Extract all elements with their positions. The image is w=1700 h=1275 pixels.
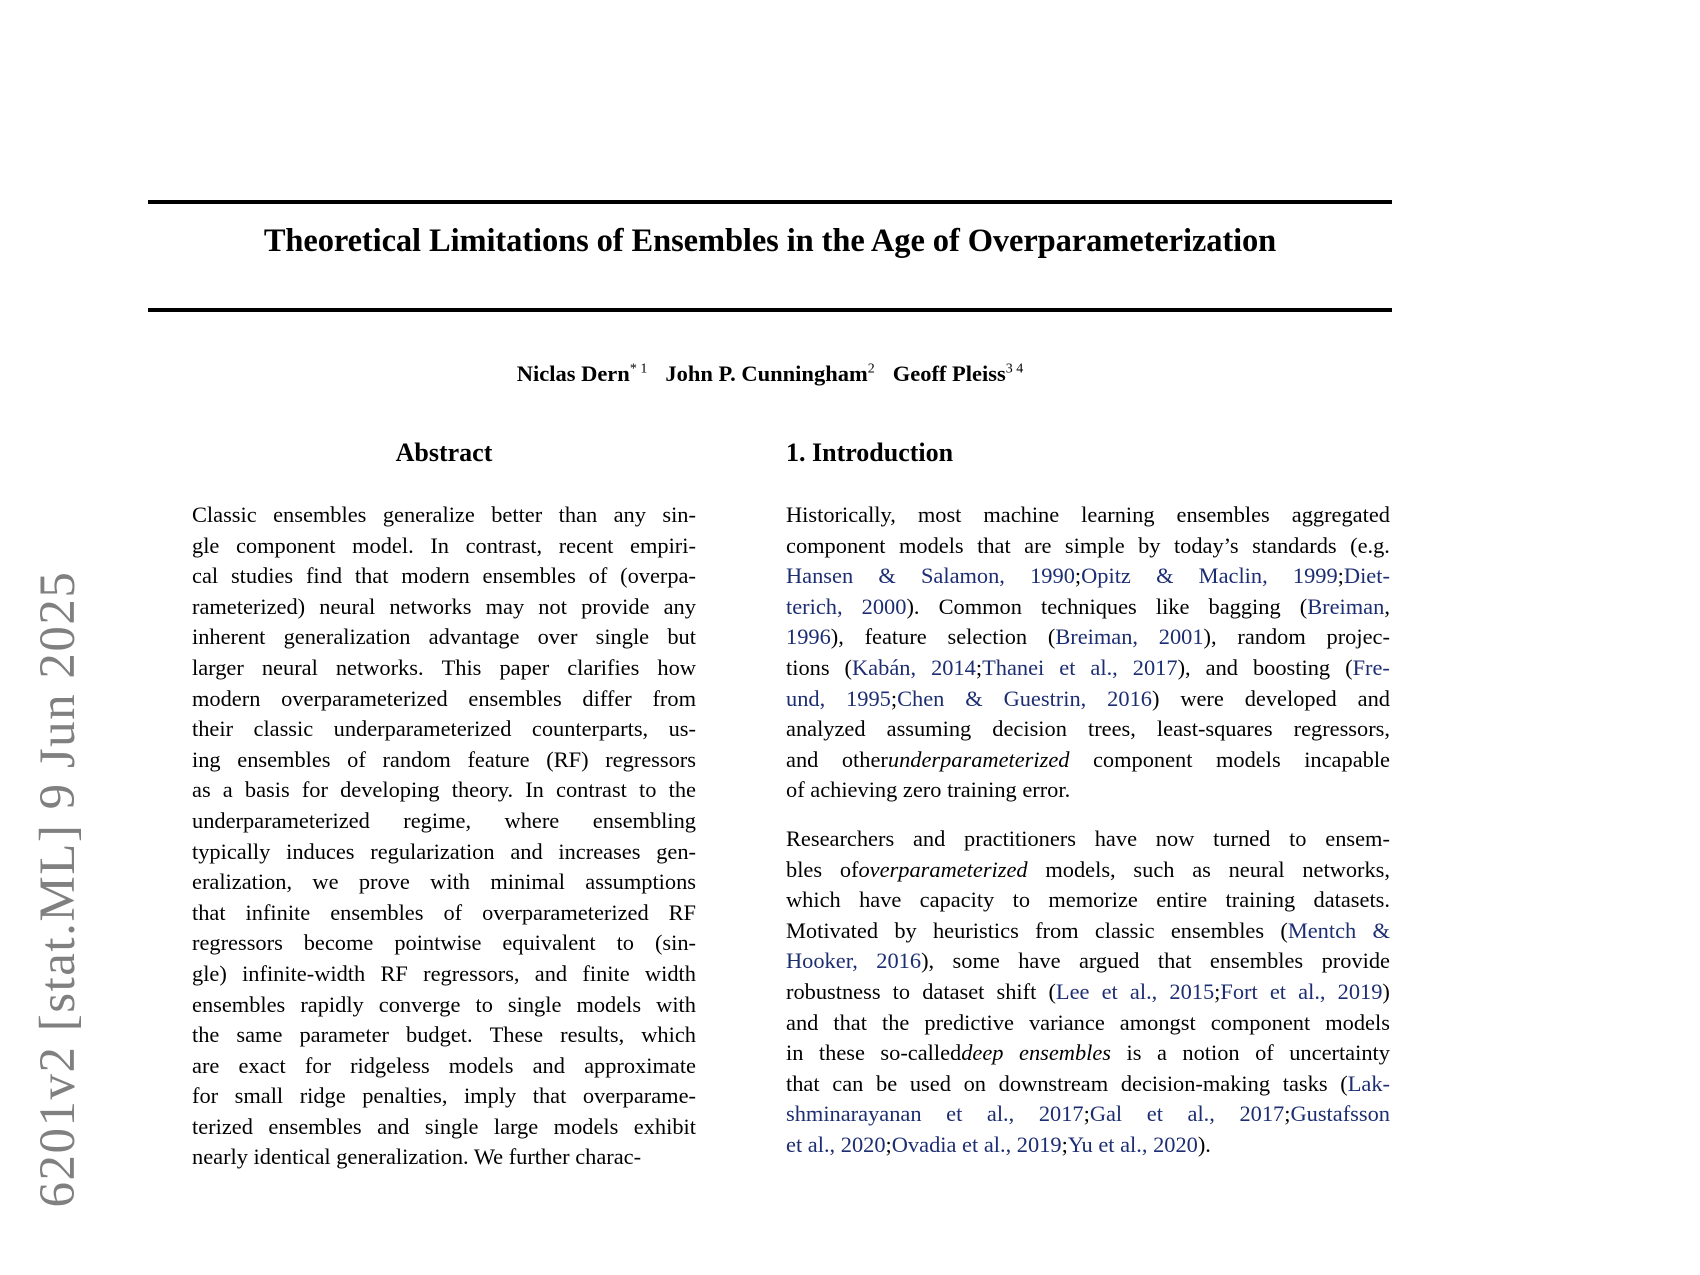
text-run: ; (890, 685, 898, 711)
text-line (786, 855, 1390, 886)
text-run: of (1255, 1040, 1274, 1066)
author-affiliation-mark: * 1 (629, 361, 648, 377)
text-run: ; (1083, 1101, 1090, 1127)
text-run: can (832, 1070, 864, 1096)
text-run: bles (786, 856, 823, 882)
text-run: heuristics (932, 917, 1019, 943)
citation-link[interactable]: 2016 (1107, 685, 1152, 711)
text-run: machine (983, 502, 1060, 527)
text-run: as (1192, 856, 1211, 882)
text-run: trees, (1087, 716, 1136, 742)
introduction-paragraph-2 (786, 824, 1390, 1161)
citation-link[interactable]: Mentch (1287, 917, 1357, 943)
text-run: some (952, 948, 1000, 974)
text-line (786, 714, 1390, 745)
text-run: robustness (786, 978, 881, 1004)
text-line (786, 745, 1390, 776)
text-line: underparameterized regime, where ensembling (192, 807, 696, 833)
citation-link[interactable]: Gustafsson (1290, 1101, 1390, 1127)
text-line (786, 1038, 1390, 1069)
citation-link[interactable]: Opitz (1081, 563, 1131, 589)
text-run: that (833, 1009, 867, 1035)
text-run: Researchers (786, 825, 895, 851)
citation-link[interactable]: et (1101, 978, 1118, 1004)
arxiv-stamp: 6201v2 [stat.ML] 9 Jun 2025 (30, 570, 86, 1208)
citation-link[interactable]: Diet- (1343, 563, 1390, 589)
text-line: Classic ensembles generalize better than any sin- (192, 502, 696, 527)
text-run: ( (844, 654, 853, 680)
text-run: Motivated (786, 917, 879, 943)
text-line (786, 531, 1390, 562)
text-run: learning (1081, 502, 1155, 527)
citation-link[interactable]: Ovadia (891, 1131, 957, 1157)
text-run: variance (1028, 1009, 1105, 1035)
abstract-column (192, 440, 696, 1173)
citation-link[interactable]: Lee (1055, 978, 1090, 1004)
text-run: deep (961, 1040, 1004, 1066)
text-line (786, 1069, 1390, 1100)
text-run: ), (921, 948, 935, 974)
text-run: and (1205, 654, 1238, 680)
author-affiliation-mark: 2 (867, 361, 875, 377)
text-run: underparameterized (887, 746, 1070, 772)
citation-link[interactable]: 1996 (786, 624, 831, 650)
citation-link[interactable]: al., (1120, 1131, 1148, 1157)
author-list (148, 361, 1392, 387)
text-line: nearly identical generalization. We further charac- (192, 1144, 642, 1170)
text-run: ), (830, 624, 844, 650)
text-run: turned (1213, 825, 1271, 851)
citation-link[interactable]: & (878, 563, 896, 589)
text-run: practitioners (964, 825, 1076, 851)
text-run: ( (1047, 624, 1056, 650)
text-run: assuming (886, 716, 972, 742)
text-line: their classic underparameterized counterparts, us- (192, 716, 696, 742)
text-run: component (786, 532, 886, 558)
citation-link[interactable]: 2014 (931, 654, 976, 680)
citation-link[interactable]: et (1059, 654, 1076, 680)
title-rule-top (148, 200, 1392, 204)
abstract-body (192, 500, 696, 1173)
citation-link[interactable]: Lak- (1347, 1070, 1390, 1096)
citation-link[interactable]: al., (983, 1131, 1012, 1157)
citation-link[interactable]: 2020 (1153, 1131, 1198, 1157)
citation-link[interactable]: & (965, 685, 983, 711)
text-run: which (786, 887, 841, 913)
citation-link[interactable]: 2017 (1132, 654, 1178, 680)
text-line: the same parameter budget. These results, which (192, 1022, 696, 1048)
citation-link[interactable]: shminarayanan (786, 1101, 922, 1127)
text-line (786, 916, 1390, 947)
citation-link[interactable]: 2017 (1038, 1101, 1084, 1127)
text-run: incapable (1304, 746, 1390, 772)
text-line: gle) infinite-width RF regressors, and finite width (192, 960, 696, 986)
text-line (786, 824, 1390, 855)
text-run: ( (1048, 978, 1056, 1004)
text-run: boosting (1252, 654, 1331, 680)
text-line: eralization, we prove with minimal assumptions (192, 869, 696, 895)
text-run: ; (1074, 563, 1082, 589)
text-run: standards (1252, 532, 1337, 558)
citation-link[interactable]: & (1372, 917, 1390, 943)
text-run: and (786, 1009, 819, 1035)
author-affiliation-mark: 3 4 (1005, 361, 1024, 377)
citation-link[interactable]: 2016 (876, 948, 922, 974)
text-run: that (786, 1070, 820, 1096)
text-line (786, 592, 1390, 623)
citation-link[interactable]: et (786, 1131, 803, 1157)
text-line: that infinite ensembles of overparameterized RF (192, 899, 696, 925)
text-line: for small ridge penalties, imply that overparame- (192, 1083, 696, 1109)
introduction-column (786, 440, 1390, 1160)
text-run: have (859, 887, 902, 913)
text-run: on (963, 1070, 986, 1096)
citation-link[interactable]: al., (1187, 1101, 1215, 1127)
citation-link[interactable]: Fort (1220, 978, 1258, 1004)
text-run: models (1325, 1009, 1390, 1035)
citation-link[interactable]: 1995 (846, 685, 891, 711)
text-run: models (898, 532, 964, 558)
text-run: that (1157, 948, 1192, 974)
text-run: simple (1064, 532, 1125, 558)
citation-link[interactable]: et (1098, 1131, 1115, 1157)
citation-link[interactable]: Maclin, (1198, 563, 1268, 589)
text-run: neural (1228, 856, 1285, 882)
text-run: like (1155, 593, 1190, 619)
text-run: ), (1203, 624, 1217, 650)
text-line (786, 653, 1390, 684)
text-run: memorize (1048, 887, 1138, 913)
citation-link[interactable]: und, (786, 685, 826, 711)
text-run: capacity (919, 887, 995, 913)
text-run: selection (947, 624, 1028, 650)
text-run: achieving (810, 777, 898, 803)
text-run: ; (1214, 978, 1221, 1004)
text-run: notion (1182, 1040, 1240, 1066)
text-run: ) (1382, 978, 1390, 1004)
text-run: have (1018, 948, 1061, 974)
text-line (786, 561, 1390, 592)
citation-link[interactable]: 2000 (861, 593, 907, 619)
text-run: least-squares (1156, 716, 1273, 742)
text-run: is (1126, 1040, 1142, 1066)
text-line: terized ensembles and single large models exhibit (192, 1113, 696, 1139)
text-run: ensembles (1019, 1040, 1112, 1066)
introduction-paragraph-1 (786, 500, 1390, 806)
citation-link[interactable]: al., (986, 1101, 1015, 1127)
title-rule-bottom (148, 308, 1392, 312)
text-run: techniques (1041, 593, 1137, 619)
text-run: used (909, 1070, 951, 1096)
text-run: so-called (880, 1040, 962, 1066)
citation-link[interactable]: Breiman, (1055, 624, 1139, 650)
text-run: component (1210, 1009, 1311, 1035)
page-title: Theoretical Limitations of Ensembles in the Age of Overparameterization (263, 223, 1277, 259)
citation-link[interactable]: al., (807, 1131, 836, 1157)
citation-link[interactable]: terich, (786, 593, 843, 619)
citation-link[interactable]: 2017 (1239, 1101, 1285, 1127)
text-line: inherent generalization advantage over single but (192, 624, 696, 650)
text-run: have (1094, 825, 1138, 851)
text-run: such (1133, 856, 1175, 882)
text-run: by (1138, 532, 1161, 558)
text-run: random (1237, 624, 1306, 650)
citation-link[interactable]: et (962, 1131, 979, 1157)
text-run: ; (885, 1131, 892, 1157)
text-run: shift (996, 978, 1037, 1004)
text-run: and (786, 746, 819, 772)
text-run: analyzed (786, 716, 866, 742)
text-run: bagging (1208, 593, 1281, 619)
citation-link[interactable]: al., (1129, 978, 1158, 1004)
citation-link[interactable]: 2019 (1016, 1131, 1062, 1157)
text-run: , (1384, 593, 1390, 619)
text-run: ( (1280, 917, 1288, 943)
text-run: provide (1321, 948, 1390, 974)
text-run: ). (1197, 1131, 1211, 1157)
text-line: regressors become pointwise equivalent to (sin- (192, 930, 696, 956)
text-run: classic (1094, 917, 1155, 943)
text-run: of (786, 777, 805, 803)
citation-link[interactable]: al., (1090, 654, 1118, 680)
citation-link[interactable]: 2001 (1158, 624, 1204, 650)
text-run: ; (1284, 1101, 1291, 1127)
text-run: ), (1177, 654, 1191, 680)
citation-link[interactable]: Breiman (1307, 593, 1385, 619)
text-run: a (1156, 1040, 1167, 1066)
text-line: larger neural networks. This paper clarifies how (192, 654, 696, 680)
text-run: networks, (1302, 856, 1390, 882)
text-run: ensembles (1170, 917, 1265, 943)
text-line (786, 1008, 1390, 1039)
text-run: tasks (1282, 1070, 1328, 1096)
citation-link[interactable]: 1990 (1030, 563, 1075, 589)
text-run: ensem- (1325, 825, 1390, 851)
text-run: ensembles (1209, 948, 1304, 974)
citation-link[interactable]: Hooker, (786, 948, 858, 974)
text-line: ing ensembles of random feature (RF) regressors (192, 746, 696, 772)
text-line (786, 977, 1390, 1008)
text-line: cal studies find that modern ensembles of (overpa- (192, 563, 696, 589)
text-run: error. (1022, 777, 1071, 803)
text-run: argued (1078, 948, 1140, 974)
text-run: these (818, 1040, 865, 1066)
text-run: aggregated (1291, 502, 1390, 527)
citation-link[interactable]: al., (1298, 978, 1326, 1004)
author-name: Niclas Dern$^{* 1}$ (516, 361, 648, 386)
text-run: are (1024, 532, 1052, 558)
text-run: ). (906, 593, 920, 619)
text-run: training (947, 777, 1017, 803)
citation-link[interactable]: Guestrin, (1003, 685, 1087, 711)
text-run: zero (902, 777, 942, 803)
text-run: downstream (998, 1070, 1109, 1096)
abstract-heading: Abstract (395, 438, 493, 467)
text-run: to (892, 978, 911, 1004)
text-run: Historically, (786, 502, 896, 527)
text-line (786, 1099, 1390, 1130)
text-line: typically induces regularization and increases gen- (192, 838, 696, 864)
text-run: models (1216, 746, 1281, 772)
citation-link[interactable]: Gal (1089, 1101, 1123, 1127)
text-line: ensembles rapidly converge to single models with (192, 991, 696, 1017)
text-line (786, 684, 1390, 715)
text-run: datasets. (1313, 887, 1390, 913)
text-line (786, 885, 1390, 916)
citation-link[interactable]: Salamon, (920, 563, 1005, 589)
citation-link[interactable]: et (1269, 978, 1287, 1004)
citation-link[interactable]: 2015 (1169, 978, 1215, 1004)
text-line: as a basis for developing theory. In contrast to the (192, 777, 696, 803)
text-run: tions (786, 654, 830, 680)
text-run: by (894, 917, 917, 943)
text-line (786, 775, 1390, 806)
citation-link[interactable]: Chen (897, 685, 945, 711)
text-run: overparameterized (858, 856, 1028, 882)
text-run: ( (1340, 1070, 1348, 1096)
citation-link[interactable]: et (946, 1101, 963, 1127)
citation-link[interactable]: 2020 (840, 1131, 886, 1157)
text-run: regressors, (1293, 716, 1390, 742)
text-line: gle component model. In contrast, recent empiri- (192, 532, 696, 558)
text-run: feature (864, 624, 927, 650)
text-run: ( (1299, 593, 1308, 619)
citation-link[interactable]: Hansen (786, 563, 854, 589)
citation-link[interactable]: & (1156, 563, 1174, 589)
text-run: and (1357, 685, 1390, 711)
citation-link[interactable]: 1999 (1292, 563, 1338, 589)
text-run: and (912, 825, 946, 851)
text-run: be (876, 1070, 898, 1096)
author-name: Geoff Pleiss$^{3 4}$ (892, 361, 1024, 386)
citation-link[interactable]: et (1146, 1101, 1163, 1127)
text-run: models, (1045, 856, 1116, 882)
author-name: John P. Cunningham$^2$ (665, 361, 875, 386)
citation-link[interactable]: Kabán, (852, 654, 917, 680)
text-run: uncertainty (1289, 1040, 1390, 1066)
citation-link[interactable]: Thanei (982, 654, 1045, 680)
text-run: ensembles (1176, 502, 1270, 527)
text-line: are exact for ridgeless models and approximate (192, 1052, 696, 1078)
text-run: developed (1244, 685, 1337, 711)
text-run: component (1092, 746, 1193, 772)
text-run: from (1035, 917, 1079, 943)
text-line: rameterized) neural networks may not provide any (192, 593, 696, 619)
text-line (786, 500, 1390, 531)
text-run: to (1289, 825, 1307, 851)
text-line: modern overparameterized ensembles differ from (192, 685, 696, 711)
text-line (786, 622, 1390, 653)
text-run: entire (1156, 887, 1208, 913)
citation-link[interactable]: Yu (1067, 1131, 1093, 1157)
text-run: Common (938, 593, 1022, 619)
text-run: ) (1151, 685, 1160, 711)
text-run: that (977, 532, 1011, 558)
text-run: other (841, 746, 888, 772)
text-line (786, 1130, 1390, 1161)
introduction-heading: 1. Introduction (786, 438, 954, 467)
text-run: decision-making (1120, 1070, 1271, 1096)
text-run: predictive (924, 1009, 1014, 1035)
text-run: most (917, 502, 962, 527)
text-run: ; (1337, 563, 1344, 589)
citation-link[interactable]: 2019 (1337, 978, 1383, 1004)
text-run: now (1155, 825, 1195, 851)
text-run: were (1180, 685, 1224, 711)
text-run: (e.g. (1350, 532, 1390, 558)
text-run: ; (975, 654, 983, 680)
text-run: to (1012, 887, 1031, 913)
text-run: amongst (1119, 1009, 1196, 1035)
text-run: training (1225, 887, 1296, 913)
text-line (786, 946, 1390, 977)
citation-link[interactable]: Fre- (1352, 654, 1390, 680)
text-run: today’s (1173, 532, 1239, 558)
text-run: ; (1061, 1131, 1068, 1157)
text-run: of (839, 856, 859, 882)
text-run: dataset (922, 978, 985, 1004)
text-run: the (881, 1009, 910, 1035)
text-run: in (786, 1040, 804, 1066)
text-run: decision (992, 716, 1067, 742)
text-run: ( (1345, 654, 1353, 680)
text-run: projec- (1326, 624, 1390, 650)
